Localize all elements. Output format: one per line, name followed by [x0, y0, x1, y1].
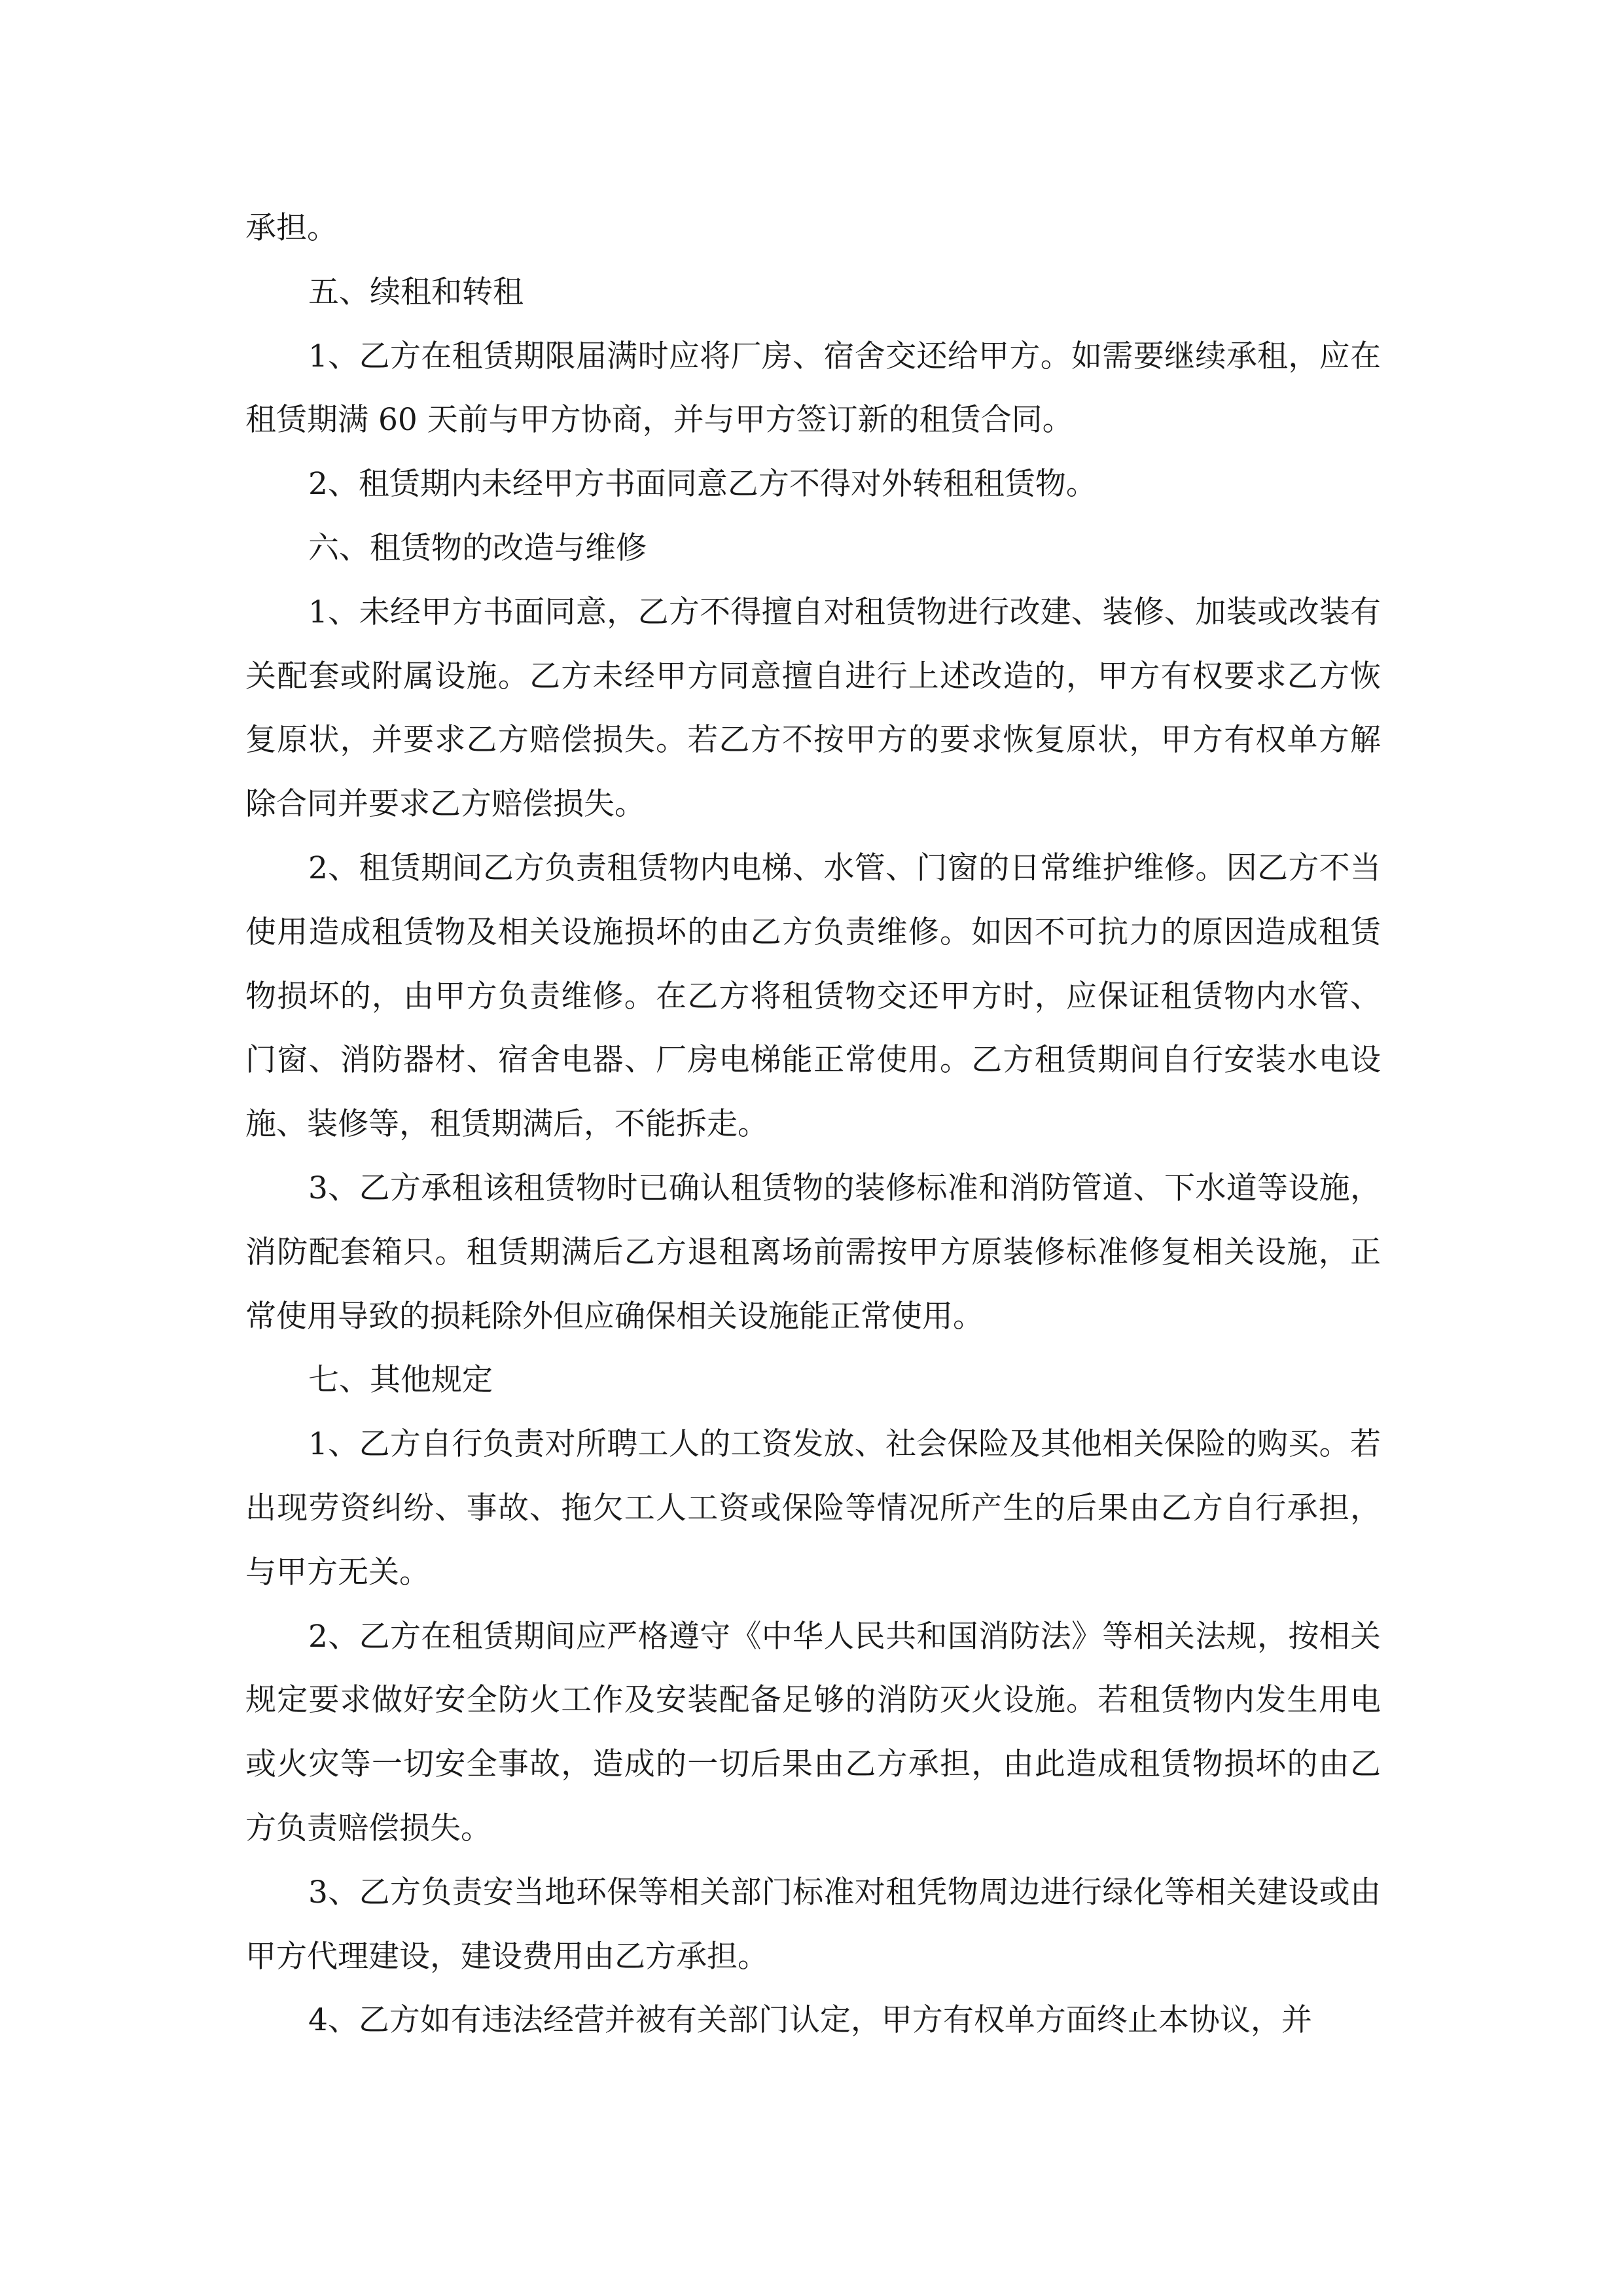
section-heading-renewal-sublease: 五、续租和转租	[308, 274, 524, 310]
clause-7-2: 2、乙方在租赁期间应严格遵守《中华人民共和国消防法》等相关法规，按相关规定要求做好安全防火工作及安装配备足够的消防灭火设施。若租赁物内发生用电或火灾等一切安全事故，造成的一切后果由乙方承担，由此造成租赁物损坏的由乙方负责赔偿损失。	[245, 1618, 1381, 1846]
section-heading-renovation-repair: 六、租赁物的改造与维修	[308, 529, 647, 566]
clause-5-1: 1、乙方在租赁期限届满时应将厂房、宿舍交还给甲方。如需要继续承租，应在租赁期满 60 天前与甲方协商，并与甲方签订新的租赁合同。	[245, 338, 1381, 439]
clause-7-1: 1、乙方自行负责对所聘工人的工资发放、社会保险及其他相关保险的购买。若出现劳资纠纷、事故、拖欠工人工资或保险等情况所产生的后果由乙方自行承担，与甲方无关。	[245, 1426, 1381, 1590]
section-heading-other-provisions: 七、其他规定	[308, 1362, 493, 1399]
clause-7-4: 4、乙方如有违法经营并被有关部门认定，甲方有权单方面终止本协议，并	[308, 2002, 1312, 2039]
clause-5-2: 2、租赁期内未经甲方书面同意乙方不得对外转租租赁物。	[308, 466, 1097, 503]
clause-7-3: 3、乙方负责安当地环保等相关部门标准对租凭物周边进行绿化等相关建设或由甲方代理建设，建设费用由乙方承担。	[245, 1874, 1381, 1975]
clause-6-3: 3、乙方承租该租赁物时已确认租赁物的装修标准和消防管道、下水道等设施，消防配套箱只。租赁期满后乙方退租离场前需按甲方原装修标准修复相关设施，正常使用导致的损耗除外但应确保相关设施能正常使用。	[245, 1170, 1381, 1335]
clause-6-2: 2、租赁期间乙方负责租赁物内电梯、水管、门窗的日常维护维修。因乙方不当使用造成租赁物及相关设施损坏的由乙方负责维修。如因不可抗力的原因造成租赁物损坏的，由甲方负责维修。在乙方将租赁物交还甲方时，应保证租赁物内水管、门窗、消防器材、宿舍电器、厂房电梯能正常使用。乙方租赁期间自行安装水电设施、装修等，租赁期满后，不能拆走。	[245, 850, 1381, 1143]
document-body	[245, 196, 1381, 2053]
paragraph-continuation: 承担。	[245, 210, 338, 246]
clause-6-1: 1、未经甲方书面同意，乙方不得擅自对租赁物进行改建、装修、加装或改装有关配套或附属设施。乙方未经甲方同意擅自进行上述改造的，甲方有权要求乙方恢复原状，并要求乙方赔偿损失。若乙方不按甲方的要求恢复原状，甲方有权单方解除合同并要求乙方赔偿损失。	[245, 594, 1381, 823]
